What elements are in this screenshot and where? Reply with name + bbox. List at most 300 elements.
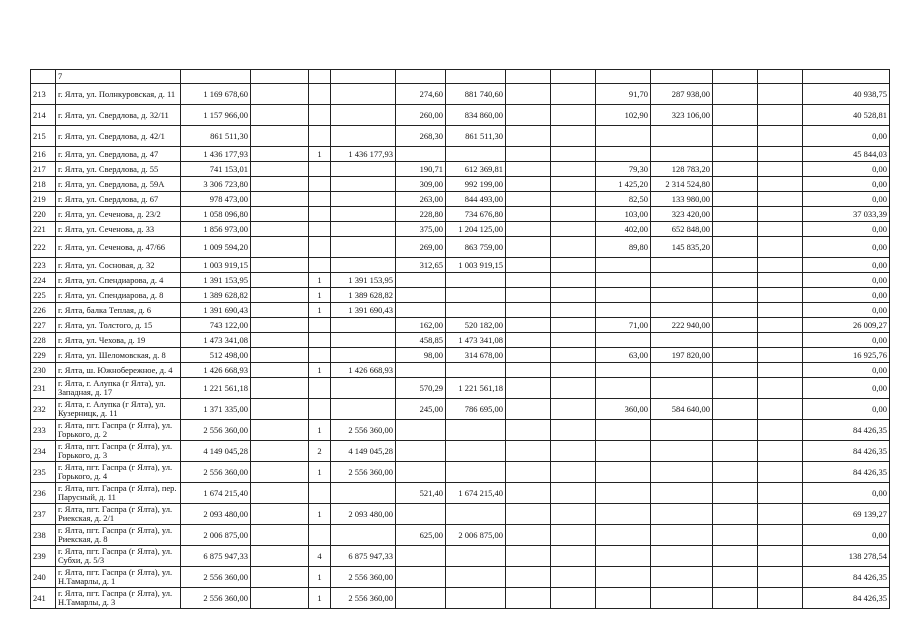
cell-total-cost: 512 498,00 xyxy=(181,348,251,363)
cell-amount-a: 2 556 360,00 xyxy=(331,588,396,609)
cell-contribution: 0,00 xyxy=(803,333,890,348)
cell-address: г. Ялта, ул. Сеченова, д. 23/2 xyxy=(56,207,181,222)
cell-amount-b: 1 003 919,15 xyxy=(446,258,506,273)
cell-amount-c: 197 820,00 xyxy=(651,348,713,363)
cell-col-9 xyxy=(506,399,551,420)
cell-col-10 xyxy=(551,273,596,288)
cell-amount-a: 4 149 045,28 xyxy=(331,441,396,462)
cell-area-b: 79,30 xyxy=(596,162,651,177)
table-row xyxy=(31,84,890,105)
table-row xyxy=(31,162,890,177)
cell-col-14 xyxy=(758,222,803,237)
cell-amount-b: 881 740,60 xyxy=(446,84,506,105)
cell-address: г. Ялта, г. Алупка (г Ялта), ул. Западная, д. 17 xyxy=(56,378,181,399)
cell-count: 1 xyxy=(309,288,331,303)
cell-total-cost: 2 093 480,00 xyxy=(181,504,251,525)
cell-col-4 xyxy=(251,363,309,378)
cell-empty xyxy=(181,70,251,84)
cell-count: 1 xyxy=(309,363,331,378)
cell-amount-b xyxy=(446,288,506,303)
cell-col-9 xyxy=(506,525,551,546)
cell-area-b xyxy=(596,258,651,273)
cell-col-13 xyxy=(713,378,758,399)
cell-col-13 xyxy=(713,258,758,273)
cell-area-a: 269,00 xyxy=(396,237,446,258)
table-row xyxy=(31,588,890,609)
cell-col-4 xyxy=(251,333,309,348)
cell-contribution: 84 426,35 xyxy=(803,441,890,462)
cell-address: г. Ялта, ул. Полнкуровская, д. 11 xyxy=(56,84,181,105)
cell-amount-b xyxy=(446,441,506,462)
cell-area-a: 375,00 xyxy=(396,222,446,237)
cell-col-13 xyxy=(713,483,758,504)
cell-col-13 xyxy=(713,177,758,192)
cell-col-4 xyxy=(251,441,309,462)
cell-col-4 xyxy=(251,420,309,441)
table-row xyxy=(31,273,890,288)
cell-total-cost: 1 389 628,82 xyxy=(181,288,251,303)
cell-amount-a xyxy=(331,525,396,546)
cell-contribution: 0,00 xyxy=(803,177,890,192)
cell-col-9 xyxy=(506,105,551,126)
cell-col-10 xyxy=(551,348,596,363)
cell-total-cost: 2 556 360,00 xyxy=(181,588,251,609)
cell-contribution: 26 009,27 xyxy=(803,318,890,333)
cell-col-14 xyxy=(758,126,803,147)
cell-col-14 xyxy=(758,588,803,609)
cell-num: 226 xyxy=(31,303,56,318)
cell-count xyxy=(309,162,331,177)
cell-col-14 xyxy=(758,288,803,303)
cell-amount-b xyxy=(446,147,506,162)
cell-address: г. Ялта, ул. Шеломовская, д. 8 xyxy=(56,348,181,363)
cell-col-9 xyxy=(506,126,551,147)
cell-col-9 xyxy=(506,222,551,237)
cell-address: г. Ялта, пгт. Гаспра (г Ялта), ул. Горького, д. 3 xyxy=(56,441,181,462)
table-row xyxy=(31,462,890,483)
cell-address: 7 xyxy=(56,70,181,84)
cell-col-9 xyxy=(506,237,551,258)
cell-amount-b xyxy=(446,546,506,567)
cell-col-9 xyxy=(506,303,551,318)
cell-col-10 xyxy=(551,105,596,126)
cell-total-cost: 3 306 723,80 xyxy=(181,177,251,192)
cell-area-a: 309,00 xyxy=(396,177,446,192)
cell-area-b: 63,00 xyxy=(596,348,651,363)
cell-area-b xyxy=(596,462,651,483)
cell-empty xyxy=(506,70,551,84)
cell-num: 230 xyxy=(31,363,56,378)
cell-col-10 xyxy=(551,567,596,588)
cell-col-13 xyxy=(713,588,758,609)
cell-count xyxy=(309,258,331,273)
cell-col-14 xyxy=(758,318,803,333)
cell-col-10 xyxy=(551,192,596,207)
cell-col-4 xyxy=(251,288,309,303)
cell-amount-a: 2 556 360,00 xyxy=(331,462,396,483)
cell-col-14 xyxy=(758,273,803,288)
table-row xyxy=(31,147,890,162)
cell-amount-c: 287 938,00 xyxy=(651,84,713,105)
cell-amount-c: 133 980,00 xyxy=(651,192,713,207)
cell-amount-b: 992 199,00 xyxy=(446,177,506,192)
cell-col-10 xyxy=(551,126,596,147)
cell-area-b xyxy=(596,588,651,609)
cell-amount-a: 1 391 153,95 xyxy=(331,273,396,288)
cell-num: 224 xyxy=(31,273,56,288)
cell-contribution: 40 938,75 xyxy=(803,84,890,105)
cell-amount-c xyxy=(651,525,713,546)
cell-col-4 xyxy=(251,318,309,333)
cell-total-cost: 1 426 668,93 xyxy=(181,363,251,378)
cell-col-10 xyxy=(551,420,596,441)
cell-amount-a: 2 093 480,00 xyxy=(331,504,396,525)
cell-area-b: 89,80 xyxy=(596,237,651,258)
cell-area-a xyxy=(396,147,446,162)
cell-col-13 xyxy=(713,303,758,318)
cell-num: 221 xyxy=(31,222,56,237)
cell-col-4 xyxy=(251,222,309,237)
table-row xyxy=(31,318,890,333)
cell-col-4 xyxy=(251,258,309,273)
cell-count xyxy=(309,105,331,126)
cell-amount-a xyxy=(331,333,396,348)
cell-col-14 xyxy=(758,399,803,420)
cell-col-13 xyxy=(713,192,758,207)
cell-area-a: 521,40 xyxy=(396,483,446,504)
cell-empty xyxy=(803,70,890,84)
cell-contribution: 0,00 xyxy=(803,363,890,378)
cell-amount-c: 128 783,20 xyxy=(651,162,713,177)
cell-col-9 xyxy=(506,288,551,303)
cell-amount-b: 612 369,81 xyxy=(446,162,506,177)
cell-area-b: 402,00 xyxy=(596,222,651,237)
cell-address: г. Ялта, ул. Свердлова, д. 55 xyxy=(56,162,181,177)
cell-col-10 xyxy=(551,207,596,222)
cell-amount-b: 1 204 125,00 xyxy=(446,222,506,237)
cell-col-9 xyxy=(506,363,551,378)
cell-col-4 xyxy=(251,462,309,483)
cell-col-14 xyxy=(758,420,803,441)
cell-address: г. Ялта, ул. Свердлова, д. 32/11 xyxy=(56,105,181,126)
cell-area-b xyxy=(596,567,651,588)
cell-area-a xyxy=(396,567,446,588)
cell-num: 229 xyxy=(31,348,56,363)
cell-contribution: 0,00 xyxy=(803,525,890,546)
cell-col-13 xyxy=(713,462,758,483)
cell-empty xyxy=(651,70,713,84)
cell-col-14 xyxy=(758,348,803,363)
cell-area-a xyxy=(396,420,446,441)
table-body xyxy=(31,70,890,609)
cell-address: г. Ялта, пгт. Гаспра (г Ялта), ул. Н.Тамарлы, д. 3 xyxy=(56,588,181,609)
cell-area-a: 625,00 xyxy=(396,525,446,546)
cell-amount-c xyxy=(651,273,713,288)
cell-col-9 xyxy=(506,462,551,483)
table-row xyxy=(31,126,890,147)
cell-address: г. Ялта, ул. Сеченова, д. 47/66 xyxy=(56,237,181,258)
cell-col-9 xyxy=(506,441,551,462)
cell-area-b xyxy=(596,525,651,546)
cell-num: 216 xyxy=(31,147,56,162)
cell-count: 1 xyxy=(309,273,331,288)
cell-address: г. Ялта, пгт. Гаспра (г Ялта), ул. Риекская, д. 2/1 xyxy=(56,504,181,525)
cell-col-13 xyxy=(713,348,758,363)
cell-contribution: 84 426,35 xyxy=(803,588,890,609)
cell-num: 218 xyxy=(31,177,56,192)
cell-col-14 xyxy=(758,462,803,483)
table-row xyxy=(31,177,890,192)
cell-col-13 xyxy=(713,84,758,105)
cell-amount-b: 1 221 561,18 xyxy=(446,378,506,399)
cell-area-a: 162,00 xyxy=(396,318,446,333)
table-row xyxy=(31,483,890,504)
cell-amount-c xyxy=(651,303,713,318)
cell-count xyxy=(309,378,331,399)
cell-col-9 xyxy=(506,483,551,504)
cell-amount-b: 2 006 875,00 xyxy=(446,525,506,546)
cell-col-4 xyxy=(251,504,309,525)
cell-col-9 xyxy=(506,504,551,525)
cell-amount-b: 734 676,80 xyxy=(446,207,506,222)
cell-col-13 xyxy=(713,288,758,303)
cell-empty xyxy=(758,70,803,84)
cell-col-9 xyxy=(506,420,551,441)
cell-num: 213 xyxy=(31,84,56,105)
cell-col-9 xyxy=(506,162,551,177)
table-row xyxy=(31,237,890,258)
cell-contribution: 0,00 xyxy=(803,399,890,420)
cell-area-a xyxy=(396,588,446,609)
cell-col-14 xyxy=(758,207,803,222)
cell-area-a: 260,00 xyxy=(396,105,446,126)
cell-contribution: 0,00 xyxy=(803,192,890,207)
cell-area-b: 102,90 xyxy=(596,105,651,126)
cell-col-10 xyxy=(551,177,596,192)
cell-total-cost: 2 556 360,00 xyxy=(181,420,251,441)
cell-col-10 xyxy=(551,504,596,525)
cell-amount-b xyxy=(446,588,506,609)
cell-contribution: 0,00 xyxy=(803,222,890,237)
cell-area-a: 312,65 xyxy=(396,258,446,273)
cell-amount-c: 652 848,00 xyxy=(651,222,713,237)
cell-area-b xyxy=(596,378,651,399)
cell-col-13 xyxy=(713,567,758,588)
cell-contribution: 84 426,35 xyxy=(803,567,890,588)
cell-contribution: 138 278,54 xyxy=(803,546,890,567)
cell-col-9 xyxy=(506,273,551,288)
table-row xyxy=(31,420,890,441)
cell-count: 1 xyxy=(309,303,331,318)
cell-count: 1 xyxy=(309,567,331,588)
cell-col-10 xyxy=(551,288,596,303)
cell-col-13 xyxy=(713,105,758,126)
cell-address: г. Ялта, ул. Свердлова, д. 42/1 xyxy=(56,126,181,147)
cell-col-14 xyxy=(758,105,803,126)
cell-area-a: 268,30 xyxy=(396,126,446,147)
cell-total-cost: 743 122,00 xyxy=(181,318,251,333)
cell-empty xyxy=(713,70,758,84)
table-row xyxy=(31,333,890,348)
cell-amount-a xyxy=(331,483,396,504)
cell-col-13 xyxy=(713,363,758,378)
table-row xyxy=(31,567,890,588)
cell-count xyxy=(309,318,331,333)
cell-num: 236 xyxy=(31,483,56,504)
cell-num: 227 xyxy=(31,318,56,333)
cell-col-10 xyxy=(551,462,596,483)
cell-amount-a xyxy=(331,84,396,105)
cell-total-cost: 1 157 966,00 xyxy=(181,105,251,126)
cell-col-10 xyxy=(551,258,596,273)
cell-num: 232 xyxy=(31,399,56,420)
cell-area-a: 458,85 xyxy=(396,333,446,348)
cell-amount-c xyxy=(651,288,713,303)
cell-amount-a: 1 436 177,93 xyxy=(331,147,396,162)
cell-count: 1 xyxy=(309,588,331,609)
cell-address: г. Ялта, балка Теплая, д. 6 xyxy=(56,303,181,318)
cell-amount-b: 314 678,00 xyxy=(446,348,506,363)
cell-area-a xyxy=(396,273,446,288)
cell-amount-c xyxy=(651,588,713,609)
cell-area-b xyxy=(596,420,651,441)
cell-amount-b xyxy=(446,567,506,588)
cell-count xyxy=(309,348,331,363)
cell-address: г. Ялта, ул. Спендиарова, д. 4 xyxy=(56,273,181,288)
cell-col-14 xyxy=(758,333,803,348)
cell-col-9 xyxy=(506,546,551,567)
cell-amount-b: 1 473 341,08 xyxy=(446,333,506,348)
cell-total-cost: 2 556 360,00 xyxy=(181,462,251,483)
cell-col-14 xyxy=(758,84,803,105)
cell-amount-b xyxy=(446,303,506,318)
cell-amount-b: 1 674 215,40 xyxy=(446,483,506,504)
cell-address: г. Ялта, ул. Чехова, д. 19 xyxy=(56,333,181,348)
cell-num: 220 xyxy=(31,207,56,222)
cell-num: 214 xyxy=(31,105,56,126)
cell-num: 234 xyxy=(31,441,56,462)
cell-col-14 xyxy=(758,483,803,504)
cell-col-4 xyxy=(251,192,309,207)
cell-area-b xyxy=(596,147,651,162)
cell-count: 1 xyxy=(309,504,331,525)
cell-contribution: 0,00 xyxy=(803,162,890,177)
cell-amount-b xyxy=(446,363,506,378)
cell-address: г. Ялта, ул. Сосновая, д. 32 xyxy=(56,258,181,273)
cell-col-4 xyxy=(251,399,309,420)
cell-col-14 xyxy=(758,441,803,462)
cell-col-13 xyxy=(713,162,758,177)
cell-area-b xyxy=(596,363,651,378)
cell-col-10 xyxy=(551,147,596,162)
cell-num: 237 xyxy=(31,504,56,525)
cell-amount-c xyxy=(651,567,713,588)
cell-amount-b xyxy=(446,420,506,441)
cell-amount-a: 1 389 628,82 xyxy=(331,288,396,303)
cell-total-cost: 978 473,00 xyxy=(181,192,251,207)
cell-col-14 xyxy=(758,147,803,162)
cell-total-cost: 2 006 875,00 xyxy=(181,525,251,546)
cell-count: 1 xyxy=(309,147,331,162)
cell-total-cost: 1 856 973,00 xyxy=(181,222,251,237)
cell-contribution: 16 925,76 xyxy=(803,348,890,363)
table-row-header-remnant xyxy=(31,70,890,84)
cell-total-cost: 1 391 690,43 xyxy=(181,303,251,318)
cell-col-9 xyxy=(506,192,551,207)
cell-amount-a xyxy=(331,105,396,126)
cell-count xyxy=(309,525,331,546)
cell-empty xyxy=(251,70,309,84)
cell-area-b xyxy=(596,126,651,147)
table-row xyxy=(31,504,890,525)
cell-amount-a: 1 426 668,93 xyxy=(331,363,396,378)
cell-contribution: 40 528,81 xyxy=(803,105,890,126)
cell-col-4 xyxy=(251,147,309,162)
cell-col-13 xyxy=(713,420,758,441)
cell-area-b: 71,00 xyxy=(596,318,651,333)
cell-amount-c xyxy=(651,258,713,273)
cell-amount-b: 844 493,00 xyxy=(446,192,506,207)
table-row xyxy=(31,363,890,378)
cell-contribution: 0,00 xyxy=(803,303,890,318)
cell-col-4 xyxy=(251,105,309,126)
cell-area-a: 274,60 xyxy=(396,84,446,105)
cell-col-13 xyxy=(713,222,758,237)
cell-col-9 xyxy=(506,333,551,348)
cell-area-b: 82,50 xyxy=(596,192,651,207)
cell-count xyxy=(309,207,331,222)
cell-amount-a xyxy=(331,126,396,147)
cell-amount-a: 1 391 690,43 xyxy=(331,303,396,318)
cell-col-14 xyxy=(758,546,803,567)
cell-num: 219 xyxy=(31,192,56,207)
cell-col-4 xyxy=(251,162,309,177)
cell-amount-c: 2 314 524,80 xyxy=(651,177,713,192)
cell-address: г. Ялта, пгт. Гаспра (г Ялта), ул. Горького, д. 4 xyxy=(56,462,181,483)
cell-total-cost: 1 169 678,60 xyxy=(181,84,251,105)
cell-total-cost: 1 009 594,20 xyxy=(181,237,251,258)
cell-empty xyxy=(596,70,651,84)
cell-count: 1 xyxy=(309,462,331,483)
table-row xyxy=(31,258,890,273)
cell-amount-c xyxy=(651,420,713,441)
cell-area-a xyxy=(396,363,446,378)
cell-col-10 xyxy=(551,525,596,546)
table-row xyxy=(31,222,890,237)
cell-area-b: 360,00 xyxy=(596,399,651,420)
cell-col-9 xyxy=(506,567,551,588)
cell-area-b xyxy=(596,483,651,504)
cell-area-a xyxy=(396,441,446,462)
cell-amount-a xyxy=(331,222,396,237)
table-row xyxy=(31,546,890,567)
cell-area-b xyxy=(596,441,651,462)
cell-count xyxy=(309,126,331,147)
cell-empty xyxy=(396,70,446,84)
cell-total-cost: 1 473 341,08 xyxy=(181,333,251,348)
cell-contribution: 0,00 xyxy=(803,126,890,147)
cell-address: г. Ялта, пгт. Гаспра (г Ялта), ул. Субхи, д. 5/3 xyxy=(56,546,181,567)
cell-col-14 xyxy=(758,258,803,273)
cell-col-14 xyxy=(758,363,803,378)
cell-col-9 xyxy=(506,348,551,363)
cell-area-a: 98,00 xyxy=(396,348,446,363)
cell-num: 222 xyxy=(31,237,56,258)
cell-contribution: 0,00 xyxy=(803,288,890,303)
cell-col-4 xyxy=(251,84,309,105)
cell-area-b xyxy=(596,333,651,348)
cell-area-b xyxy=(596,504,651,525)
